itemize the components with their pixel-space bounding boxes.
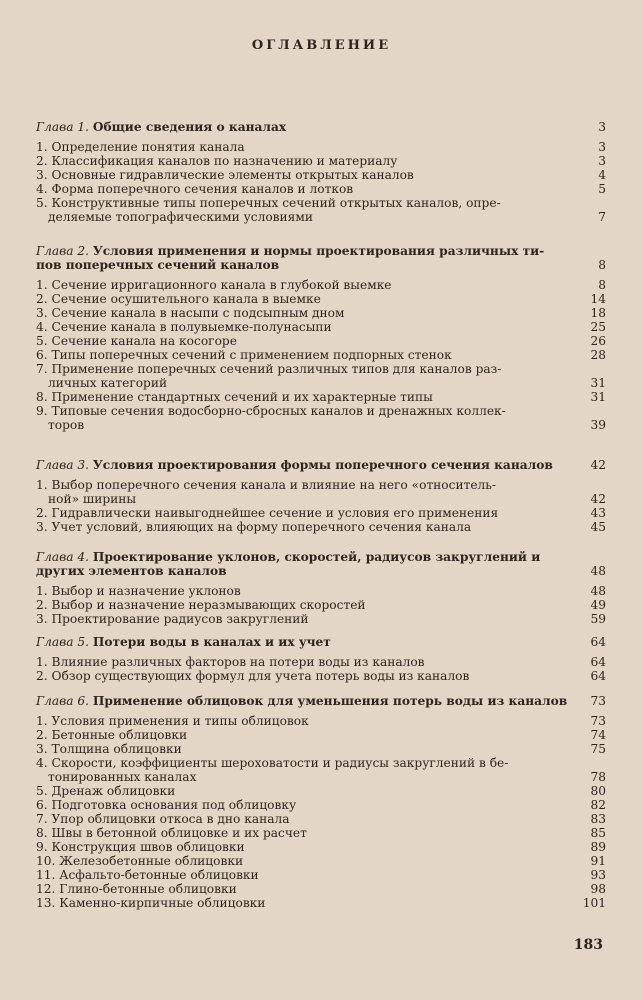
entry-page: 89	[590, 840, 606, 854]
toc-entry	[36, 390, 606, 404]
entry-text: 3. Сечение канала в насыпи с подсыпным дном	[36, 306, 345, 320]
entry-page: 39	[590, 418, 606, 432]
chapter-heading	[36, 244, 606, 258]
entry-text: 2. Бетонные облицовки	[36, 728, 188, 742]
entry-text: 4. Скорости, коэффициенты шероховатости и радиусы закруглений в бе-	[36, 756, 509, 770]
toc-entry	[36, 154, 606, 168]
entry-page: 93	[590, 868, 606, 882]
chapter-title-cont: других элементов каналов	[36, 564, 227, 578]
toc-entry	[36, 278, 606, 292]
entry-page: 8	[598, 278, 606, 292]
entry-page: 18	[590, 306, 606, 320]
entry-text: 1. Выбор и назначение уклонов	[36, 584, 241, 598]
toc-entry	[36, 182, 606, 196]
toc-entry	[36, 306, 606, 320]
toc-entry	[36, 506, 606, 520]
entry-text: 3. Толщина облицовки	[36, 742, 182, 756]
entry-text: 13. Каменно-кирпичные облицовки	[36, 896, 266, 910]
entry-text-cont: деляемые топографическими условиями	[48, 210, 313, 224]
entry-text: 1. Условия применения и типы облицовок	[36, 714, 309, 728]
chapter-title: Условия применения и нормы проектирования различных ти-	[92, 244, 545, 258]
chapter-label: Глава 5.	[36, 635, 89, 649]
page-title: ОГЛАВЛЕНИЕ	[251, 38, 392, 53]
toc-entry	[36, 868, 606, 882]
entry-page: 74	[590, 728, 606, 742]
entry-page: 91	[590, 854, 606, 868]
entry-page: 85	[590, 826, 606, 840]
entry-text: 3. Проектирование радиусов закруглений	[36, 612, 309, 626]
entry-page: 26	[590, 334, 606, 348]
entry-page: 25	[590, 320, 606, 334]
entry-page: 80	[590, 784, 606, 798]
toc-entry	[36, 404, 606, 418]
toc-entry	[36, 196, 606, 210]
entry-text: 3. Учет условий, влияющих на форму поперечного сечения канала	[36, 520, 472, 534]
entry-page: 64	[590, 669, 606, 683]
toc-entry	[36, 742, 606, 756]
toc-entry-cont	[48, 770, 606, 784]
entry-page: 45	[590, 520, 606, 534]
toc-entry	[36, 728, 606, 742]
entry-text: 5. Сечение канала на косогоре	[36, 334, 237, 348]
chapter-label: Глава 2.	[36, 244, 89, 258]
toc-entry	[36, 854, 606, 868]
entry-page: 31	[590, 376, 606, 390]
toc-entry	[36, 798, 606, 812]
entry-page: 48	[590, 584, 606, 598]
entry-text: 3. Основные гидравлические элементы открытых каналов	[36, 168, 414, 182]
entry-text: 5. Дренаж облицовки	[36, 784, 176, 798]
entry-page: 83	[590, 812, 606, 826]
entry-page: 49	[590, 598, 606, 612]
entry-text-cont: торов	[48, 418, 85, 432]
entry-page: 43	[590, 506, 606, 520]
entry-page: 101	[582, 896, 606, 910]
chapter-page: 73	[590, 694, 606, 708]
entry-page: 82	[590, 798, 606, 812]
entry-text: 2. Классификация каналов по назначению и материалу	[36, 154, 398, 168]
chapter-title: Применение облицовок для уменьшения потерь воды из каналов	[92, 694, 568, 708]
entry-text: 1. Выбор поперечного сечения канала и влияние на него «относитель-	[36, 478, 497, 492]
entry-text: 7. Упор облицовки откоса в дно канала	[36, 812, 290, 826]
entry-text: 5. Конструктивные типы поперечных сечений открытых каналов, опре-	[36, 196, 501, 210]
entry-text: 1. Влияние различных факторов на потери воды из каналов	[36, 655, 425, 669]
entry-text: 9. Конструкция швов облицовки	[36, 840, 245, 854]
chapter-heading	[36, 635, 606, 649]
entry-text: 8. Применение стандартных сечений и их характерные типы	[36, 390, 433, 404]
entry-page: 78	[590, 770, 606, 784]
entry-text-cont: личных категорий	[48, 376, 168, 390]
entry-text: 2. Гидравлически наивыгоднейшее сечение и условия его применения	[36, 506, 499, 520]
chapter-heading-cont	[36, 258, 606, 272]
entry-text: 1. Определение понятия канала	[36, 140, 245, 154]
entry-text: 4. Сечение канала в полувыемке-полунасыпи	[36, 320, 332, 334]
entry-text: 12. Глино-бетонные облицовки	[36, 882, 237, 896]
toc-entry	[36, 348, 606, 362]
chapter-title: Потери воды в каналах и их учет	[92, 635, 331, 649]
entry-page: 3	[598, 154, 606, 168]
toc-entry	[36, 896, 606, 910]
entry-text: 8. Швы в бетонной облицовке и их расчет	[36, 826, 307, 840]
toc-entry	[36, 334, 606, 348]
entry-text: 9. Типовые сечения водосборно-сбросных каналов и дренажных коллек-	[36, 404, 506, 418]
entry-text: 10. Железобетонные облицовки	[36, 854, 244, 868]
entry-text-cont: ной» ширины	[48, 492, 137, 506]
toc-entry	[36, 140, 606, 154]
chapter-label: Глава 6.	[36, 694, 89, 708]
toc-entry	[36, 584, 606, 598]
toc-entry	[36, 840, 606, 854]
chapter-label: Глава 1.	[36, 120, 89, 134]
chapter-title: Условия проектирования формы поперечного сечения каналов	[92, 458, 553, 472]
chapter-title: Проектирование уклонов, скоростей, радиусов закруглений и	[92, 550, 541, 564]
page-number: 183	[573, 937, 603, 953]
entry-page: 28	[590, 348, 606, 362]
toc-entry	[36, 362, 606, 376]
toc-entry	[36, 292, 606, 306]
chapter-label: Глава 3.	[36, 458, 89, 472]
entry-page: 73	[590, 714, 606, 728]
entry-text: 6. Типы поперечных сечений с применением подпорных стенок	[36, 348, 452, 362]
entry-text: 1. Сечение ирригационного канала в глубокой выемке	[36, 278, 392, 292]
toc-entry	[36, 598, 606, 612]
entry-text: 2. Обзор существующих формул для учета потерь воды из каналов	[36, 669, 470, 683]
chapter-label: Глава 4.	[36, 550, 89, 564]
entry-page: 5	[598, 182, 606, 196]
toc-entry	[36, 320, 606, 334]
entry-text: 2. Сечение осушительного канала в выемке	[36, 292, 321, 306]
toc-entry	[36, 612, 606, 626]
entry-page: 3	[598, 140, 606, 154]
entry-text: 2. Выбор и назначение неразмывающих скоростей	[36, 598, 366, 612]
entry-page: 64	[590, 655, 606, 669]
toc-entry	[36, 478, 606, 492]
toc-entry	[36, 669, 606, 683]
toc-entry	[36, 812, 606, 826]
chapter-heading	[36, 120, 606, 134]
toc-entry	[36, 655, 606, 669]
entry-text: 4. Форма поперечного сечения каналов и лотков	[36, 182, 354, 196]
entry-page: 75	[590, 742, 606, 756]
chapter-heading	[36, 550, 606, 564]
chapter-heading-cont	[36, 564, 606, 578]
entry-text: 7. Применение поперечных сечений различных типов для каналов раз-	[36, 362, 502, 376]
toc-entry-cont	[48, 492, 606, 506]
toc-entry	[36, 168, 606, 182]
chapter-title-cont: пов поперечных сечений каналов	[36, 258, 280, 272]
entry-page: 59	[590, 612, 606, 626]
entry-page: 31	[590, 390, 606, 404]
toc-entry-cont	[48, 418, 606, 432]
toc-entry	[36, 756, 606, 770]
entry-text: 11. Асфальто-бетонные облицовки	[36, 868, 259, 882]
entry-page: 42	[590, 492, 606, 506]
chapter-page: 42	[590, 458, 606, 472]
chapter-page: 8	[598, 258, 606, 272]
chapter-page: 64	[590, 635, 606, 649]
entry-text-cont: тонированных каналах	[48, 770, 197, 784]
entry-page: 14	[590, 292, 606, 306]
toc-entry	[36, 784, 606, 798]
toc-entry-cont	[48, 210, 606, 224]
chapter-page: 3	[598, 120, 606, 134]
toc-entry	[36, 882, 606, 896]
toc-entry	[36, 520, 606, 534]
entry-text: 6. Подготовка основания под облицовку	[36, 798, 297, 812]
chapter-heading	[36, 694, 606, 708]
entry-page: 7	[598, 210, 606, 224]
entry-page: 4	[598, 168, 606, 182]
chapter-heading	[36, 458, 606, 472]
toc-entry	[36, 714, 606, 728]
toc-entry-cont	[48, 376, 606, 390]
entry-page: 98	[590, 882, 606, 896]
toc-entry	[36, 826, 606, 840]
chapter-title: Общие сведения о каналах	[92, 120, 287, 134]
chapter-page: 48	[590, 564, 606, 578]
